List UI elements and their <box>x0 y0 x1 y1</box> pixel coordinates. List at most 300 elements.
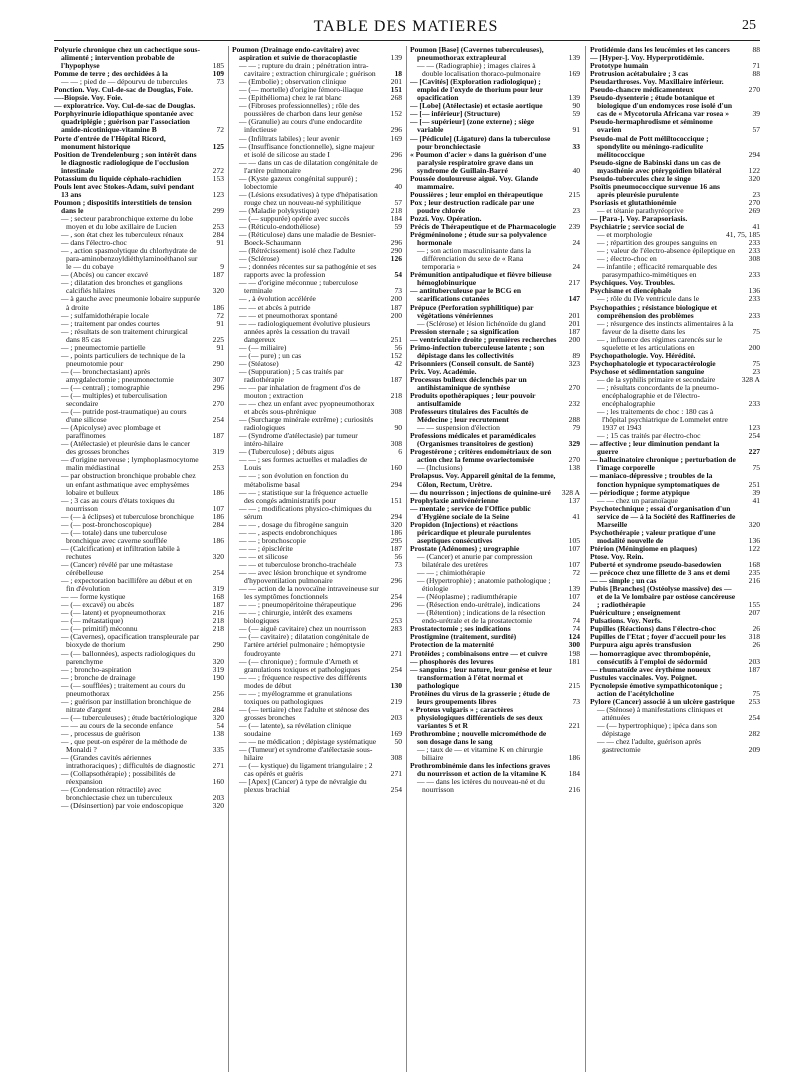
entry-text: — d'origine nerveuse ; lymphoplasmocytome malin médiastinal <box>61 455 199 473</box>
entry-page: 254 <box>212 568 224 578</box>
index-entry <box>54 440 224 456</box>
entry-text: Poussée douloureuse aiguë. Voy. Glande mammaire. <box>410 173 539 191</box>
entry-text: Psychiatrie ; service social de <box>590 222 684 232</box>
index-entry <box>232 231 402 247</box>
entry-text: — phosphorés des levures <box>410 656 494 666</box>
entry-page: 307 <box>212 374 224 384</box>
entry-page: 251 <box>390 334 402 344</box>
index-entry <box>410 778 580 794</box>
entry-page: 56 <box>394 551 402 561</box>
index-entry <box>54 545 224 561</box>
index-entry <box>54 770 224 786</box>
entry-text: — (Maladie polykystique) <box>239 205 320 215</box>
entry-page: 23 <box>752 366 760 376</box>
entry-text: — infantile ; efficacité remarquable des parasympathico-mimétiques en <box>597 262 717 280</box>
entry-text: Psychopathies ; résistance biologique et compréhension des problèmes <box>590 302 718 320</box>
entry-page: 187 <box>568 326 580 336</box>
entry-text: — (— suppurée) opérée avec succès <box>239 213 350 223</box>
entry-page: 75 <box>752 463 760 473</box>
entry-text: — — ; rupture du drain ; pénétration intra-cavitaire ; extraction chirurgicale ; guérison <box>239 61 376 79</box>
entry-text: — ; son action masculinisante dans la différenciation du sexe de « Rana temporaria » <box>417 246 532 272</box>
entry-page: 39 <box>752 487 760 497</box>
entry-text: — (Abcès) ou cancer excavé <box>61 270 149 280</box>
entry-text: Protection de la maternité <box>410 640 494 650</box>
index-entry <box>232 609 402 625</box>
entry-page: 41, 75, 185 <box>726 230 760 240</box>
entry-page: 254 <box>390 592 402 602</box>
index-entry <box>410 577 580 593</box>
entry-text: Psychiques. Voy. Troubles. <box>590 278 675 288</box>
entry-page: 152 <box>390 109 402 119</box>
entry-text: Psychophatologie et typocaractérologie <box>590 358 716 368</box>
entry-page: 107 <box>568 543 580 553</box>
entry-page: 168 <box>748 560 760 569</box>
header-rule <box>54 40 760 41</box>
entry-page: 186 <box>390 527 402 537</box>
entry-text: Pseudo-mal de Pott méliltococcique ; spondylite ou méningo-radiculite mélitococcique <box>590 133 709 159</box>
entry-text: Pseudo-chancre médicamenteux <box>590 85 694 95</box>
entry-text: — (— kystique) du ligament triangulaire ; 2 cas opérés et guéris <box>239 761 373 779</box>
entry-text: Prix. Voy. Académie. <box>410 366 477 376</box>
entry-text: — ; 3 cas au cours d'états toxiques du nourrisson <box>61 495 175 513</box>
entry-text: — — , aspects endobronchiques <box>239 527 337 537</box>
index-entry <box>410 376 580 392</box>
entry-text: — mentale ; service de l'Office public d'Hygiène sociale de la Seine <box>410 503 531 521</box>
index-entry <box>232 456 402 472</box>
entry-page: 23 <box>572 205 580 215</box>
entry-page: 300 <box>568 640 580 650</box>
entry-text: — (— chronique) ; formule d'Arneth et granulations toxiques et pathologiques <box>239 656 361 674</box>
index-entry <box>410 304 580 320</box>
entry-text: — , action spasmolytique du chlorhydrate de para-aminobenzoyldiéthylaminoéthanol sur le — du cobaye <box>61 246 198 272</box>
entry-text: Ptérion (Méningiome en plaques) <box>590 543 698 553</box>
entry-text: Psychotechnique ; essai d'organisation d'un service de — à la Société des Raffineries de Marseille <box>590 503 736 529</box>
entry-page: 41 <box>752 495 760 505</box>
index-entry <box>410 78 580 102</box>
entry-text: Pomme de terre ; des orchidées à la <box>54 69 168 79</box>
entry-text: — (Epithélioma) chez le rat blanc <box>239 93 342 103</box>
entry-page: 296 <box>390 149 402 159</box>
entry-text: Puberté et syndrome pseudo-basedowien <box>590 560 722 569</box>
index-entry <box>232 102 402 118</box>
entry-text: Pression sternale ; sa signification <box>410 326 519 336</box>
entry-page: 122 <box>748 543 760 553</box>
entry-text: — (Néoplasme) ; radiumthérapie <box>417 592 517 602</box>
entry-text: — — d'origine méconnue ; tuberculose terminale <box>239 278 358 296</box>
index-entry <box>410 746 580 762</box>
entry-text: — (Sténose) à manifestations cliniques et atténuées <box>597 704 723 722</box>
entry-text: Prothrombine ; nouvelle microméthode de son dosage dans le sang <box>410 728 547 747</box>
index-entry <box>232 505 402 521</box>
page-title: TABLE DES MATIERES <box>313 18 499 35</box>
index-entry <box>54 151 224 175</box>
index-entry <box>410 118 580 134</box>
entry-page: 233 <box>748 399 760 409</box>
entry-page: 6 <box>398 447 402 457</box>
index-entry <box>54 424 224 440</box>
entry-page: 75 <box>752 326 760 336</box>
entry-text: Pseudo-tubercules chez le singe <box>590 173 691 183</box>
entry-page: 33 <box>572 141 580 151</box>
entry-text: — — ; chirurgie, intérêt des examens biologiques <box>239 608 353 626</box>
entry-text: Psoriasis et glutathionémie <box>590 197 677 207</box>
entry-page: 319 <box>212 447 224 457</box>
entry-page: 147 <box>568 294 580 304</box>
entry-text: Ptose. Voy. Rein. <box>590 551 644 561</box>
entry-text: — — par inhalation de fragment d'os de mouton ; extraction <box>239 382 361 401</box>
entry-text: — — et silicose <box>239 551 288 561</box>
entry-page: 186 <box>212 487 224 497</box>
index-entry <box>590 320 760 336</box>
index-entry <box>232 585 402 601</box>
entry-text: — (Cancer) révélé par une métastase cérébelleuse <box>61 560 173 578</box>
entry-text: — ; valeur de l'électro-absence épileptique en <box>597 246 735 256</box>
entry-page: 284 <box>212 704 224 714</box>
index-entry <box>590 408 760 432</box>
entry-page: 123 <box>212 189 224 199</box>
entry-text: — (— tuberculeuses) ; étude bactériologique <box>61 712 198 722</box>
entry-text: — — dans un cas de dilatation congénitale de l'artère pulmonaire <box>239 157 378 175</box>
entry-text: — ; taux de — et vitamine K en chirurgie biliaire <box>417 745 543 763</box>
entry-text: — , processus de guérison <box>61 728 141 738</box>
entry-text: — (Réticulo-endothéliose) <box>239 222 320 232</box>
entry-text: — (Atélectasie) et pleurésie dans le cancer des grosses bronches <box>61 439 191 457</box>
entry-page: 284 <box>212 230 224 240</box>
index-entry <box>590 118 760 134</box>
entry-page: 233 <box>748 294 760 304</box>
index-entry <box>410 175 580 191</box>
entry-page: 200 <box>390 310 402 320</box>
entry-text: — ; expectoration bacillifère au début et en fin d'évolution <box>61 576 192 594</box>
entry-text: Pupilles (Réactions) dans l'électro-choc <box>590 624 716 634</box>
entry-text: — ; répartition des groupes sanguins en <box>597 238 717 248</box>
entry-text: — (Syndrome d'atélectasie) par tumeur intéro-hilaire <box>239 431 358 449</box>
entry-page: 169 <box>568 69 580 79</box>
entry-page: 256 <box>212 688 224 698</box>
index-entry <box>590 159 760 175</box>
entry-text: Poussières ; leur emploi en thérapeutique <box>410 189 543 199</box>
entry-page: 54 <box>216 720 224 730</box>
entry-text: — — , dosage du fibrogène sanguin <box>239 519 349 529</box>
entry-text: Psychopathologie. Voy. Hérédité. <box>590 350 696 360</box>
entry-page: 233 <box>748 246 760 256</box>
entry-text: — — chez l'adulte, guérison après gastrectomie <box>597 737 702 755</box>
entry-page: 320 <box>212 286 224 296</box>
entry-text: — ; les traitements de choc : 180 cas à l'hôpital psychiatrique de Lommelet entre 1937 et 1943 <box>597 407 728 433</box>
entry-text: Prolapsus. Voy. Appareil génital de la femme, Côlon, Rectum, Urètre. <box>410 471 556 489</box>
entry-page: 203 <box>390 712 402 722</box>
entry-page: 89 <box>572 350 580 360</box>
index-entry <box>590 505 760 529</box>
index-entry <box>410 287 580 303</box>
entry-text: Pseudo-dysenterie ; étude botanique et biologique d'un endomyces rose isolé d'un cas de « Mycotorula Africana var rosea » <box>590 93 733 119</box>
entry-page: 218 <box>212 616 224 626</box>
entry-text: — — chez un paranoïaque <box>597 495 678 505</box>
entry-text: — et morphologie <box>597 230 653 240</box>
entry-page: 123 <box>748 423 760 433</box>
index-entry <box>410 135 580 151</box>
entry-page: 136 <box>748 286 760 296</box>
entry-page: 209 <box>748 745 760 755</box>
index-entry <box>54 754 224 770</box>
entry-page: 187 <box>390 374 402 384</box>
entry-text: — à gauche avec pneumonie lobaire suppurée à droite <box>61 294 201 312</box>
entry-text: — — ; son évolution en fonction du métabolisme basal <box>239 471 349 489</box>
index-entry <box>54 698 224 714</box>
entry-page: 290 <box>212 358 224 368</box>
entry-text: Pseudo-signe de Babinski dans un cas de myasthénie avec ptérygoïdien bilatéral <box>590 157 722 175</box>
index-entry <box>410 199 580 215</box>
entry-page: 59 <box>394 222 402 232</box>
entry-text: — — et pneumothorax spontané <box>239 310 338 320</box>
entry-page: 125 <box>212 141 224 151</box>
entry-text: Poumon ; dispositifs interstitiels de tension dans le <box>54 197 192 215</box>
entry-page: 227 <box>748 447 760 457</box>
entry-text: — par obstruction bronchique probable chez un enfant asthmatique avec emphysèmes lobaire et bulleux <box>61 471 196 497</box>
index-entry <box>232 706 402 722</box>
entry-text: — — ; ses formes actuelles et maladies de Louis <box>239 455 368 473</box>
entry-text: — — ; myélogramme et granulations toxiques ou pathologiques <box>239 688 352 706</box>
index-entry <box>232 263 402 279</box>
entry-text: — (— multiples) et tuberculisation secondaire <box>61 391 168 409</box>
entry-page: 253 <box>212 222 224 232</box>
entry-text: — (Collapsothérapie) ; possibilités de réexpansion <box>61 769 176 787</box>
entry-text: — — action de la novocaïne intraveineuse sur les symptômes fonctionnels <box>239 584 379 602</box>
index-entry <box>410 271 580 287</box>
index-entry <box>410 505 580 521</box>
index-entry <box>232 489 402 505</box>
entry-page: 239 <box>568 222 580 232</box>
entry-page: 320 <box>390 519 402 529</box>
entry-page: 9 <box>220 262 224 272</box>
entry-text: Prophylaxie antivénérienne <box>410 495 499 505</box>
entry-text: Position de Trendelenburg ; son intérêt dans le diagnostic radiologique de l'occlusion intestinale <box>54 149 197 175</box>
entry-page: 39 <box>752 109 760 119</box>
column-divider <box>585 46 586 1072</box>
entry-page: 73 <box>394 560 402 569</box>
entry-text: Précis de Thérapeutique et de Pharmacologie <box>410 222 556 232</box>
entry-page: 294 <box>748 149 760 159</box>
entry-page: 218 <box>390 391 402 401</box>
entry-page: 320 <box>212 551 224 561</box>
entry-page: 207 <box>748 608 760 618</box>
entry-page: 186 <box>212 535 224 545</box>
entry-page: 320 <box>212 712 224 722</box>
index-entry <box>410 472 580 488</box>
entry-page: 186 <box>568 753 580 763</box>
entry-text: — — au cours de la seconde enfance <box>61 720 174 730</box>
entry-page: 290 <box>212 640 224 650</box>
entry-text: — dans l'électro-choc <box>61 238 127 248</box>
entry-text: — (Tuberculose) ; débuts aigus <box>239 447 334 457</box>
entry-page: 251 <box>748 479 760 489</box>
entry-text: Pulsations. Voy. Nerfs. <box>590 616 662 626</box>
index-entry <box>54 279 224 295</box>
entry-text: — (Infiltrats labiles) ; leur avenir <box>239 133 340 143</box>
entry-page: 160 <box>212 777 224 787</box>
entry-text: — (Surcharge minérale extrême) ; curiosités radiologiques <box>239 415 374 433</box>
entry-page: 169 <box>390 728 402 738</box>
entry-page: 233 <box>748 238 760 248</box>
entry-text: — — (Radiographie) ; images claires à double localisation thoraco-pulmonaire <box>417 61 541 79</box>
entry-text: Psychose et sédimentation sanguine <box>590 366 705 376</box>
entry-text: — [Apex] (Cancer) à type de névralgie du plexus brachial <box>239 777 367 795</box>
entry-text: — (— ballonnées), aspects radiologiques du parenchyme <box>61 648 196 666</box>
index-entry <box>410 706 580 730</box>
entry-text: — — et tuberculose broncho-trachéale <box>239 560 357 569</box>
index-entry <box>410 46 580 62</box>
entry-page: 218 <box>212 624 224 634</box>
entry-page: 201 <box>568 318 580 328</box>
entry-text: Pozzi. Voy. Opération. <box>410 213 482 223</box>
entry-page: 200 <box>748 342 760 352</box>
entry-text: — ; dilatation des bronches et ganglions calcifiés hilaires <box>61 278 183 296</box>
entry-page: 201 <box>390 77 402 87</box>
entry-text: — (— cavitaire) ; dilatation congénitale de l'artère artériel pulmonaire ; hémoptysie foudroyante <box>239 632 369 658</box>
index-entry <box>232 175 402 191</box>
entry-page: 185 <box>212 61 224 71</box>
entry-text: — (Granulie) au cours d'une endocardite infectieuse <box>239 117 363 135</box>
entry-page: 75 <box>752 688 760 698</box>
index-entry <box>232 191 402 207</box>
page-number: 25 <box>742 18 756 33</box>
entry-page: 295 <box>390 535 402 545</box>
index-entry <box>590 738 760 754</box>
index-entry <box>54 247 224 271</box>
entry-page: 90 <box>394 423 402 433</box>
index-entry <box>232 279 402 295</box>
entry-page: 190 <box>212 672 224 682</box>
index-entry <box>54 682 224 698</box>
entry-page: 320 <box>212 656 224 666</box>
index-entry <box>590 706 760 722</box>
index-entry <box>54 497 224 513</box>
entry-text: — (— primitif) méconnu <box>61 624 138 634</box>
index-entry <box>54 46 224 70</box>
entry-page: 75 <box>752 358 760 368</box>
entry-text: — ; guérison par instillation bronchique de nitrate d'argent <box>61 696 191 714</box>
index-entry <box>54 328 224 344</box>
index-entry <box>410 344 580 360</box>
index-entry <box>232 633 402 657</box>
index-entry <box>54 561 224 577</box>
entry-text: — (Calcification) et infiltration labile à rechutes <box>61 543 180 561</box>
entry-text: — (Apicolyse) avec plombage et paraffinomes <box>61 423 161 441</box>
entry-page: 139 <box>568 53 580 63</box>
entry-text: — — forme kystique <box>61 592 126 602</box>
entry-text: Pouls lent avec Stokes-Adam, suivi pendant 13 ans <box>54 181 195 199</box>
entry-page: 73 <box>216 77 224 87</box>
index-entry <box>590 722 760 738</box>
entry-text: — [Para-]. Voy. Parapsoriasis. <box>590 213 688 223</box>
entry-text: — du nourrisson ; injections de quinine-uré <box>410 487 551 497</box>
entry-page: 107 <box>568 560 580 569</box>
entry-text: — ; résultats concordants de la pneumo-encéphalographie et de l'électro-encéphalographie <box>597 382 719 409</box>
entry-text: — (— aiguë cavitaire) chez un nourrisson <box>239 624 366 634</box>
entry-page: 233 <box>748 270 760 280</box>
index-entry <box>410 730 580 746</box>
index-entry <box>232 778 402 794</box>
entry-page: 186 <box>212 302 224 312</box>
entry-text: — ; bronche de drainage <box>61 672 136 682</box>
index-column-2 <box>232 46 402 1074</box>
entry-page: 168 <box>212 592 224 602</box>
entry-text: —-Biopsie. Voy. Foie. <box>54 93 123 103</box>
entry-page: 139 <box>390 53 402 63</box>
entry-page: 296 <box>390 125 402 135</box>
entry-page: 184 <box>568 769 580 779</box>
entry-page: 308 <box>390 439 402 449</box>
entry-text: Pycnolepsie émotive sympathicotonique ; action de l'acétylcholine <box>590 680 723 698</box>
entry-page: 225 <box>212 334 224 344</box>
entry-page: 187 <box>212 431 224 441</box>
entry-text: — (— totale) dans une tuberculose bronchique avec caverne soufflée <box>61 527 168 545</box>
entry-page: 91 <box>216 342 224 352</box>
entry-text: — (Kyste gazeux congénital suppuré) ; lobectomie <box>239 173 358 191</box>
index-entry <box>410 521 580 545</box>
entry-page: 152 <box>390 350 402 360</box>
entry-page: 186 <box>212 511 224 521</box>
entry-text: — — simple ; un cas <box>590 576 657 586</box>
entry-page: 254 <box>748 712 760 722</box>
entry-text: Produits opothérapiques ; leur pouvoir antisulfamide <box>410 391 536 409</box>
entry-page: 254 <box>212 415 224 425</box>
index-entry <box>590 440 760 456</box>
index-entry <box>410 609 580 625</box>
entry-page: 328 A <box>741 374 760 384</box>
entry-page: 294 <box>390 511 402 521</box>
entry-text: — ; 15 cas traités par électro-choc <box>597 431 701 441</box>
index-entry <box>410 762 580 778</box>
entry-page: 184 <box>390 213 402 223</box>
entry-text: Pylore (Cancer) associé à un ulcère gastrique <box>590 696 735 706</box>
entry-text: — (Réticulose) dans une maladie de Besnier-Boeck-Schaumann <box>239 230 376 248</box>
entry-text: — ; pneumectomie partielle <box>61 342 146 352</box>
entry-text: — (— tertiaire) chez l'adulte et sténose des grosses bronches <box>239 704 370 722</box>
entry-page: 109 <box>212 69 224 79</box>
entry-text: Primo-infection tuberculeuse latente ; son dépistage dans les collectivités <box>410 342 545 360</box>
entry-text: — exploratrice. Voy. Cul-de-sac de Douglas. <box>54 101 196 111</box>
entry-text: — ; résultats de son traitement chirurgical dans 85 cas <box>61 326 188 344</box>
index-entry <box>590 682 760 698</box>
entry-text: — (Suppuration) ; 5 cas traités par radiothérapie <box>239 366 344 384</box>
entry-text: — (Cavernes), opacification transpleurale par bioxyde de thorium <box>61 632 200 650</box>
index-entry <box>410 690 580 706</box>
index-entry <box>590 650 760 666</box>
entry-text: Ponction. Voy. Cul-de-sac de Douglas, Foie. <box>54 85 193 95</box>
entry-page: 335 <box>212 745 224 755</box>
entry-text: Prépuce (Perforation syphilitique) par végétations vénériennes <box>410 302 534 320</box>
entry-page: 284 <box>212 519 224 529</box>
entry-text: — [Hyper-]. Voy. Hyperprotidémie. <box>590 53 705 63</box>
index-entry <box>54 183 224 199</box>
entry-text: — ventriculaire droite ; premières recherches <box>410 334 557 344</box>
entry-text: — — ; pied de — dépourvu de tubercules <box>61 77 188 87</box>
entry-page: 181 <box>568 656 580 666</box>
index-entry <box>232 658 402 674</box>
entry-text: — (— hypertrophique) ; ipéca dans son dépistage <box>597 720 717 738</box>
entry-page: 139 <box>568 93 580 103</box>
entry-text: — ; résurgence des instincts alimentaires à la faveur de la disette dans les <box>597 318 734 336</box>
entry-text: — maniaco-dépressive ; troubles de la fonction hypnique symptomatiques de <box>590 471 720 489</box>
entry-page: 24 <box>572 262 580 272</box>
entry-page: 169 <box>390 133 402 143</box>
entry-page: 18 <box>394 69 402 79</box>
entry-page: 320 <box>748 519 760 529</box>
entry-page: 215 <box>568 189 580 199</box>
entry-page: 130 <box>390 680 402 690</box>
index-entry <box>590 585 760 609</box>
